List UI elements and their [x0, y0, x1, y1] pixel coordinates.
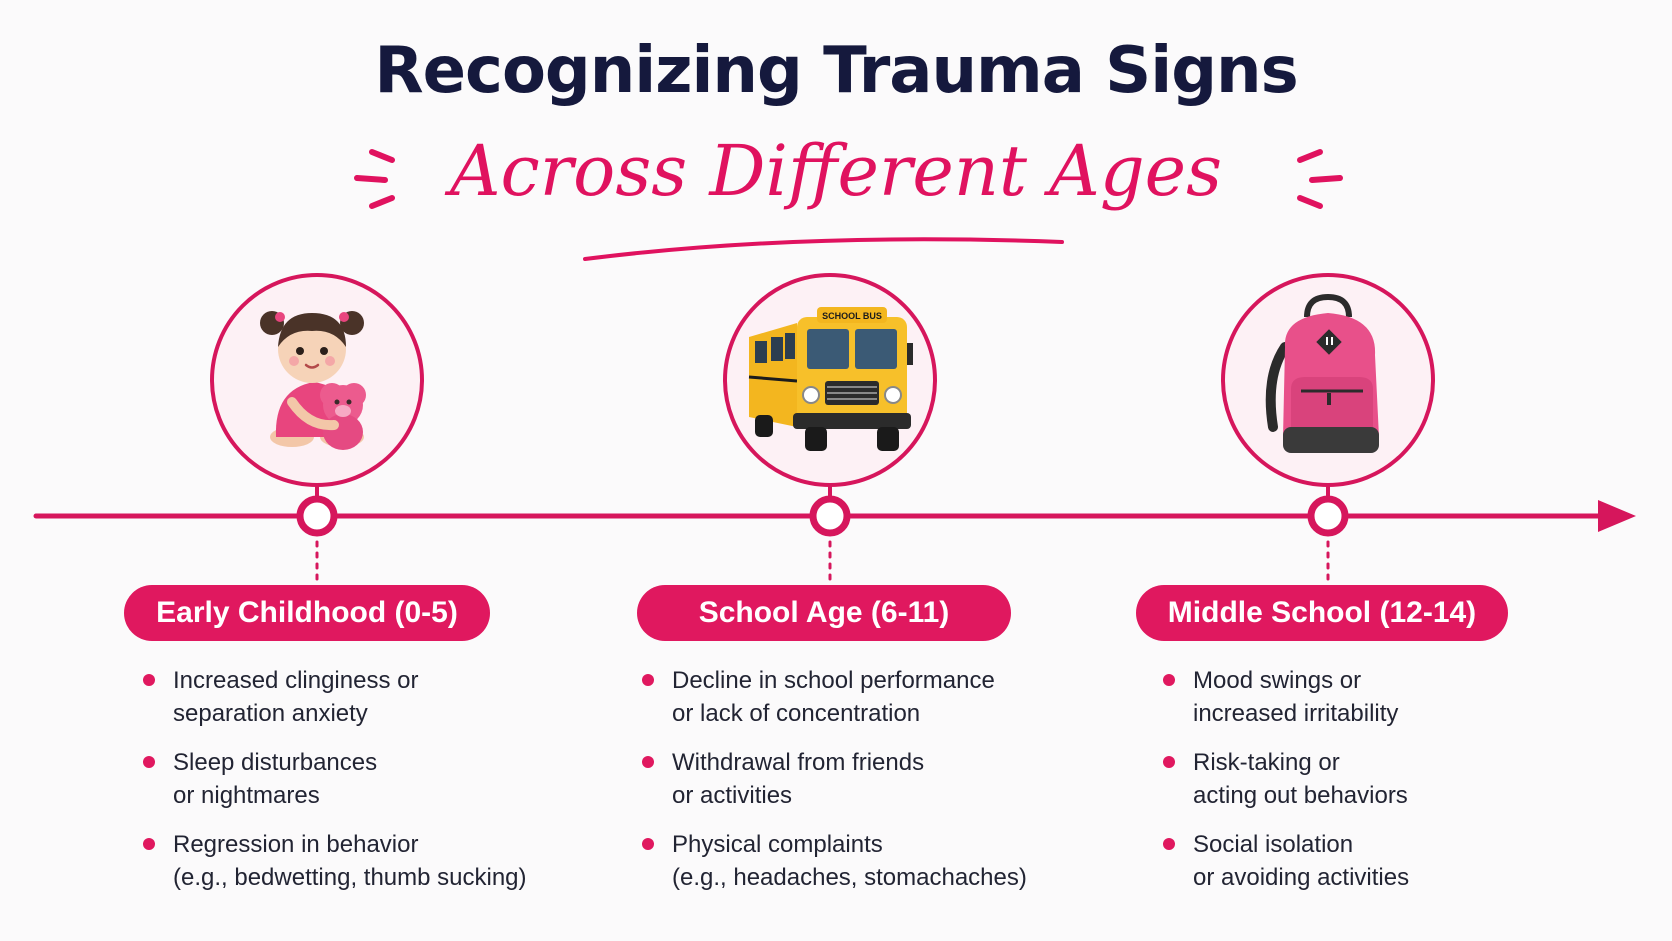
signs-list-school	[642, 664, 1027, 910]
bullet-dot	[642, 756, 654, 768]
sign-line: Physical complaints	[672, 831, 883, 858]
bullet-dot	[1163, 838, 1175, 850]
bullet-dot	[642, 674, 654, 686]
backpack-icon	[1225, 277, 1431, 483]
timeline-node-school	[813, 499, 847, 533]
list-item	[642, 746, 1027, 812]
bullet-dot	[143, 838, 155, 850]
sign-line: or activities	[672, 782, 793, 809]
bullet-dot	[143, 674, 155, 686]
bullet-dot	[1163, 756, 1175, 768]
stage-icon-frame-school	[723, 273, 937, 487]
list-item	[143, 746, 527, 812]
page-subtitle: Across Different Ages	[449, 130, 1223, 212]
sign-line: Sleep disturbances	[173, 749, 378, 776]
sign-line: increased irritability	[1193, 700, 1399, 727]
sign-line: (e.g., bedwetting, thumb sucking)	[173, 864, 527, 891]
list-item	[1163, 828, 1409, 894]
list-item	[642, 828, 1027, 894]
timeline-node-middle	[1311, 499, 1345, 533]
list-item	[143, 828, 527, 894]
list-item	[143, 664, 527, 730]
stage-icon-frame-early	[210, 273, 424, 487]
sign-line: Withdrawal from friends	[672, 749, 925, 776]
sign-line: Increased clinginess or	[173, 667, 419, 694]
page-title: Recognizing Trauma Signs	[374, 34, 1298, 108]
sign-line: Decline in school performance	[672, 667, 995, 694]
timeline-arrowhead	[1598, 500, 1636, 532]
sign-line: Regression in behavior	[173, 831, 419, 858]
sign-line: or nightmares	[173, 782, 320, 809]
stage-label-early: Early Childhood (0-5)	[124, 585, 490, 641]
sign-line: acting out behaviors	[1193, 782, 1408, 809]
timeline-node-early	[300, 499, 334, 533]
stage-label-middle: Middle School (12-14)	[1136, 585, 1508, 641]
stage-label-school: School Age (6-11)	[637, 585, 1011, 641]
bullet-dot	[143, 756, 155, 768]
signs-list-early	[143, 664, 527, 910]
sign-line: Mood swings or	[1193, 667, 1362, 694]
bullet-dot	[1163, 674, 1175, 686]
signs-list-middle	[1163, 664, 1409, 910]
list-item	[642, 664, 1027, 730]
sign-line: separation anxiety	[173, 700, 368, 727]
sign-line: or avoiding activities	[1193, 864, 1410, 891]
sign-line: (e.g., headaches, stomachaches)	[672, 864, 1027, 891]
sign-line: or lack of concentration	[672, 700, 921, 727]
sign-line: Risk-taking or	[1193, 749, 1340, 776]
toddler-with-teddy-bear-icon	[214, 277, 420, 483]
list-item	[1163, 746, 1409, 812]
sign-line: Social isolation	[1193, 831, 1354, 858]
stage-icon-frame-middle	[1221, 273, 1435, 487]
bus-sign: SCHOOL BUS	[822, 311, 882, 321]
list-item	[1163, 664, 1409, 730]
bullet-dot	[642, 838, 654, 850]
school-bus-icon	[727, 277, 933, 483]
